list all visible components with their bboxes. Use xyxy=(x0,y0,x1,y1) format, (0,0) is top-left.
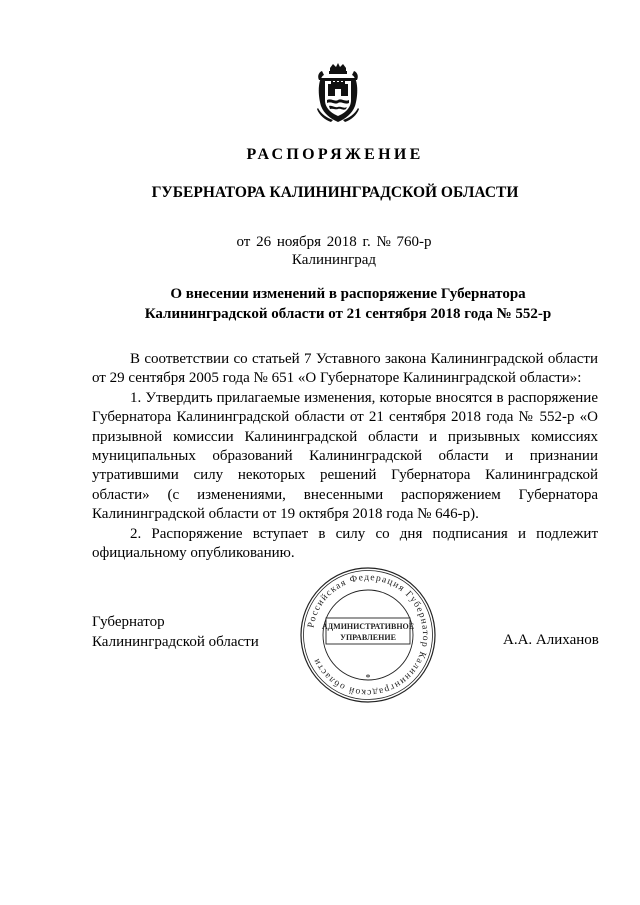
document-date-number: от 26 ноября 2018 г. № 760-р xyxy=(236,234,432,250)
signer-name: А.А. Алиханов xyxy=(503,632,599,648)
document-body xyxy=(92,350,598,563)
document-city: Калининград xyxy=(291,252,377,268)
stamp-ring-text: Российская Федерация Губернатор Калининградской области xyxy=(306,572,431,698)
coat-of-arms-icon xyxy=(315,62,361,124)
heading-line-1: О внесении изменений в распоряжение Губернатора xyxy=(170,286,526,302)
stamp-center-line-1: АДМИНИСТРАТИВНОЕ xyxy=(321,622,415,631)
stamp-star: * xyxy=(365,673,371,684)
signature-title-line-1: Губернатор xyxy=(92,614,165,630)
paragraph-preamble: В соответствии со статьей 7 Уставного закона Калининградской области от 29 сентября 2005 года № 651 «О Губернаторе Калининградской области»: xyxy=(92,351,598,387)
heading-line-2: Калининградской области от 21 сентября 2018 года № 552-р xyxy=(144,306,552,322)
document-title: РАСПОРЯЖЕНИЕ xyxy=(246,146,424,163)
signature-title xyxy=(92,613,259,652)
signature-title-line-2: Калининградской области xyxy=(92,633,259,650)
document-heading xyxy=(92,284,604,324)
official-stamp xyxy=(298,565,438,705)
stamp-center-line-2: УПРАВЛЕНИЕ xyxy=(340,633,396,642)
document-subtitle: ГУБЕРНАТОРА КАЛИНИНГРАДСКОЙ ОБЛАСТИ xyxy=(151,184,519,201)
paragraph-item-1: 1. Утвердить прилагаемые изменения, которые вносятся в распоряжение Губернатора Калининградской области от 21 сентября 2018 года № 552-р «О призывной комиссии Калининградской области и призывных комиссиях муниципальных образований Калининградской области и признании утратившими силу некоторых решений Губернатора Калининградской области» (с изменениями, внесенными распоряжением Губернатора Калининградской области от 19 октября 2018 года № 646-р). xyxy=(92,389,598,523)
paragraph-item-2: 2. Распоряжение вступает в силу со дня подписания и подлежит официальному опубликованию. xyxy=(92,525,598,562)
